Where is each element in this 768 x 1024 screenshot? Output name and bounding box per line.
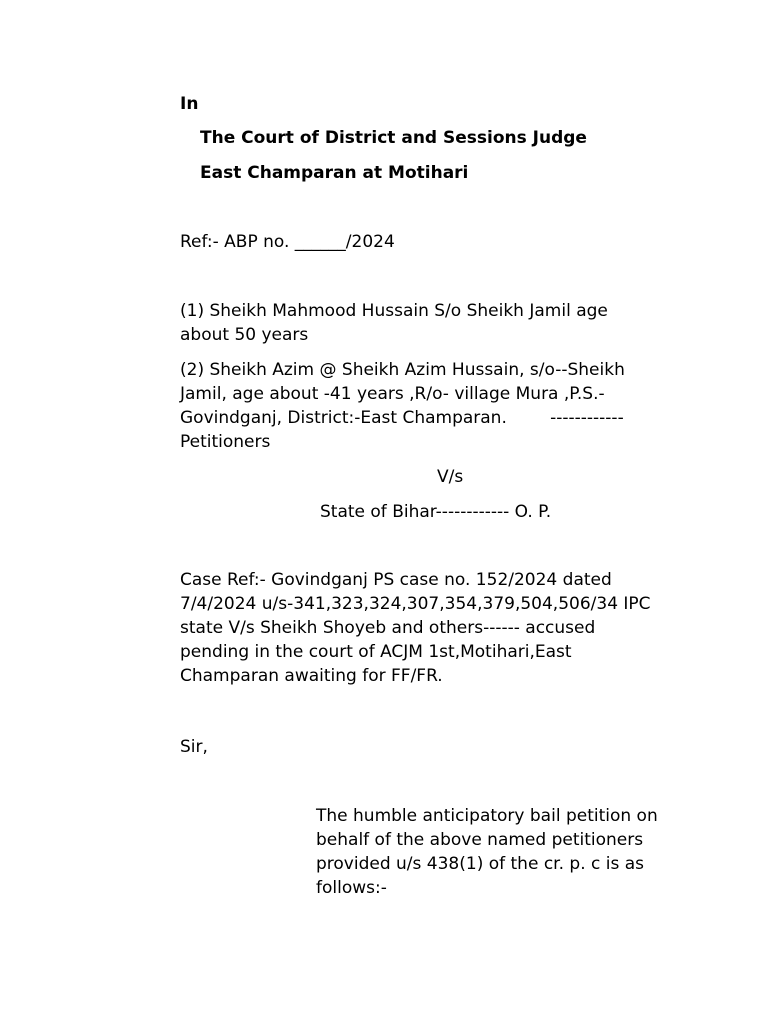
case-reference [180,568,651,688]
petitioner-2-line: Petitioners [180,432,271,452]
case-ref-line: pending in the court of ACJM 1st,Motihari,East [180,642,572,662]
petition-intro-line: follows:- [316,878,387,898]
heading-court: The Court of District and Sessions Judge [200,128,587,148]
petition-intro [316,804,658,900]
case-ref-line: 7/4/2024 u/s-341,323,324,307,354,379,504,506/34 IPC [180,594,651,614]
petitioner-2 [180,358,625,454]
respondent: State of Bihar------------ O. P. [320,502,552,522]
salutation: Sir, [180,737,208,757]
versus-label: V/s [437,467,464,487]
heading-location: East Champaran at Motihari [200,163,469,183]
petition-intro-line: provided u/s 438(1) of the cr. p. c is as [316,854,645,874]
petition-intro-line: The humble anticipatory bail petition on [316,806,658,826]
petitioner-2-line: Jamil, age about -41 years ,R/o- village Mura ,P.S.- [180,384,605,404]
case-ref-line: Case Ref:- Govindganj PS case no. 152/2024 dated [180,570,612,590]
abp-reference: Ref:- ABP no. ______/2024 [180,232,395,252]
petitioner-2-line: Govindganj, District:-East Champaran. ------------ [180,408,624,428]
petitioner-1-line: about 50 years [180,325,309,345]
heading-in: In [180,94,199,114]
case-ref-line: Champaran awaiting for FF/FR. [180,666,443,686]
case-ref-line: state V/s Sheikh Shoyeb and others------ accused [180,618,596,638]
petition-intro-line: behalf of the above named petitioners [316,830,644,850]
petitioner-1 [180,299,608,347]
petitioner-2-line: (2) Sheikh Azim @ Sheikh Azim Hussain, s/o--Sheikh [180,360,625,380]
petitioner-1-line: (1) Sheikh Mahmood Hussain S/o Sheikh Jamil age [180,301,608,321]
